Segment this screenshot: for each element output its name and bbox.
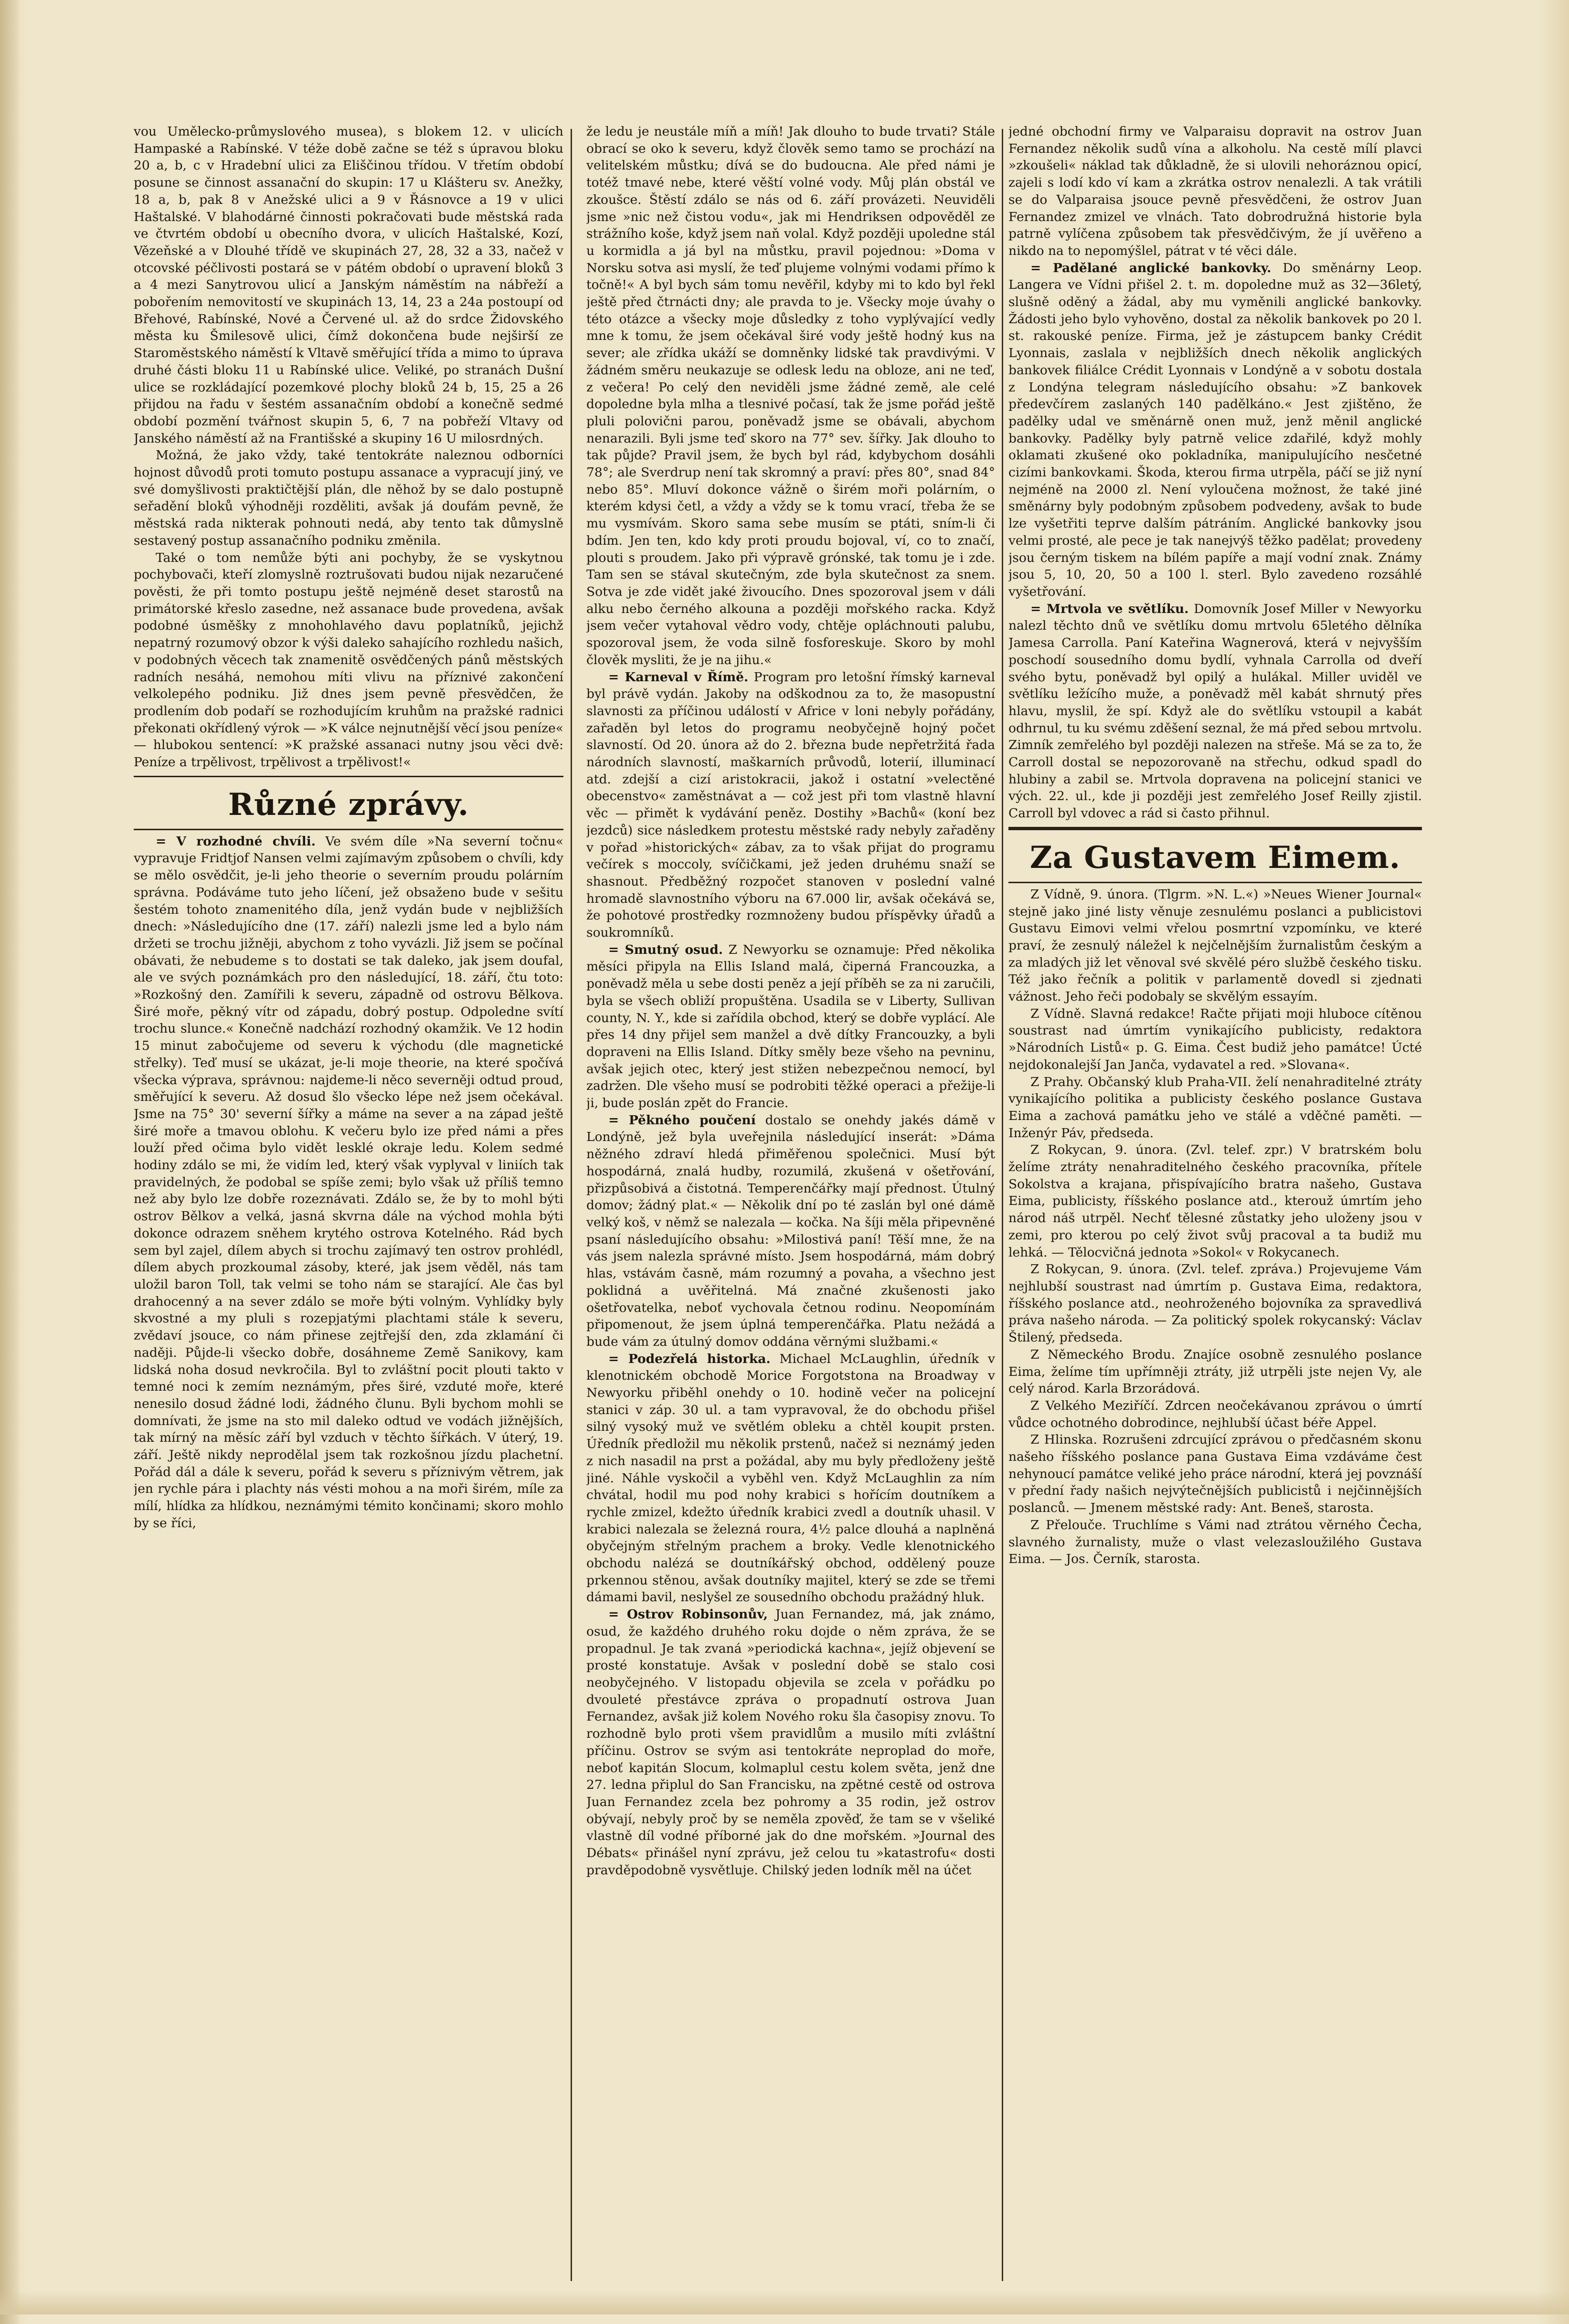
news-heading: = Ostrov Robinsonův,	[608, 1607, 768, 1622]
condolence-item: Z Vídně, 9. února. (Tlgrm. »N. L.«) »Neues Wiener Journal« stejně jako jiné listy věnuje zesnulému poslanci a publicistovi Gustavu Eimovi velmi vřelou posmrtní vzpomínku, ve které praví, že zesnulý náležel k nejčelnějším žurnalistům českým a za mladých již let věnoval své skvělé péro službě českého tisku. Též jako řečník a politik v parlamentě dovedl si zjednati vážnost. Jeho řeči podobaly se skvělým essayím.	[1008, 887, 1422, 1004]
condolence-item: Z Přelouče. Truchlíme s Vámi nad ztrátou věrného Čecha, slavného žurnalisty, muže o vlast velezasloužilého Gustava Eima. — Jos. Černík, starosta.	[1008, 1517, 1422, 1567]
condolence-item: Z Vídně. Slavná redakce! Račte přijati moji hluboce cítěnou soustrast nad úmrtím vynikajícího publicisty, redaktora »Národních Listů« p. G. Eima. Čest budiž jeho památce! Úcté nejdokonalejší Jan Janča, vydavatel a red. »Slovana«.	[1008, 1006, 1422, 1072]
news-body: Do směnárny Leop. Langera ve Vídni přišel 2. t. m. dopoledne muž as 32—36letý, slušně oděný a žádal, aby mu vyměnili anglické bankovky. Žádosti jeho bylo vyhověno, dostal za několik bankovek po 20 l. st. rakouské peníze. Firma, jež je zástupcem banky Crédit Lyonnais, zaslala v nejbližších dnech několik anglických bankovek filiálce Crédit Lyonnais v Londýně a v sobotu dostala z Londýna telegram následujícího obsahu: »Z bankovek předevčírem zaslaných 140 padělkáno.« Jest zjištěno, že padělky udal ve směnárně onen muž, jenž měnil anglické bankovky. Padělky byly patrně velice zdařilé, když mohly oklamati zkušené oko pokladníka, manipulujícího nesčetné cizími bankovkami. Škoda, kterou firma utrpěla, páčí se již nyní nejméně na 2000 zl. Není vyloučena možnost, že také jiné směnárny byly podobným způsobem podvedeny, avšak to bude lze vyšetřiti teprve dalším pátráním. Anglické bankovky jsou velmi prosté, ale pece je tak nanejvýš těžko padělat; provedeny jsou černým tiskem na bílém papíře a mají vodní znak. Známy jsou 5, 10, 20, 50 a 100 l. sterl. Bylo zavedeno rozsáhlé vyšetřování.	[1008, 260, 1422, 599]
news-body: Ve svém díle »Na severní točnu« vypravuje Fridtjof Nansen velmi zajímavým způsobem o chvíli, kdy se mělo osvědčit, je-li jeho theorie o severním proudu polárním správna. Podáváme tuto jeho líčení, jež obsaženo bude v sešitu šestém tohoto znamenitého díla, jenž vydán bude v nejbližších dnech: »Následujícího dne (17. září) nalezli jsme led a bylo nám držeti se trochu jižněji, abychom z toho vyvázli. Již jsem se počínal obávati, že nebudeme s to dostati se tak daleko, jak jsem doufal, ale ve svých poznámkách pro den následující, 18. září, čtu toto: »Rozkošný den. Zamířili k severu, západně od ostrovu Bělkova. Širé moře, pěkný vítr od západu, dobrý postup. Odpoledne svítí trochu slunce.« Konečně nadchází rozhodný okamžik. Ve 12 hodin 15 minut zabočujeme od severu k východu (dle magnetické střelky). Teď musí se ukázat, je-li moje theorie, na které spočívá všecka výprava, správnou: najdeme-li něco severněji odtud proud, směřující k severu. Až dosud šlo všecko lépe než jsem očekával. Jsme na 75° 30' severní šířky a máme na sever a na západ ještě širé moře a tmavou oblohu. K večeru bylo ize před námi a přes louží před očima bylo vidět lesklé okraje ledu. Kolem sedmé hodiny zdálo se mi, že vidím led, který však vyplyval v liniích tak pravidelných, že podobal se spíše zemi; bylo však už příliš temno než aby bylo lze dobře rozeznávati. Zdálo se, že by to mohl býti ostrov Bělkov a velká, jasná skvrna dále na východ mohla býti dokonce odrazem sněhem krytého ostrova Kotelného. Rád bych sem byl zajel, dílem abych si trochu zajímavý ten ostrov prohlédl, dílem abych prozkoumal zásoby, které, jak jsem věděl, nás tam uložil baron Toll, tak velmi se toho nám se starající. Ale čas byl drahocenný a na sever zdálo se moře býti volným. Vyhlídky byly skvostné a my pluli s rozepjatými plachtami stále k severu, zvědaví jsouce, co nám přinese zejtřejší den, zda zklamání či naději. Půjde-li všecko dobře, dosáhneme Země Sanikovy, kam lidská noha dosud nevkročila. Byl to zvláštní pocit plouti takto v temné noci k zemím neznámým, přes širé, vzduté moře, které nenesilo dosud žádné lodi, žádného člunu. Byli bychom mohli se domnívati, že jsme na sto mil daleko odtud ve vodách jižnějších, tak mírný na měsíc září byl vzduch v těchto šířkách. V úterý, 19. září. Ještě nikdy neprodělal jsem tak rozkošnou jízdu plachetní. Pořád dál a dále k severu, pořád k severu s příznivým větrem, jak jen rychle pára i plachty nás vésti mohou a na moři širém, míle za mílí, hlídka za hlídkou, neznámými témito končinami; skoro mohlo by se říci,	[134, 834, 563, 1531]
news-body: dostalo se onehdy jakés dámě v Londýně, jež byla uveřejnila následující inserát: »Dáma něžného zdraví hledá přiměřenou společnici. Musí být hospodárná, znalá hudby, rozumilá, zkušená v ošetřování, přizpůsobivá a čistotná. Temperenčářky mají přednost. Útulný domov; žádný plat.« — Několik dní po té zaslán byl oné dámě velký koš, v němž se nalezala — kočka. Na šíji měla připevněné psaní následujícího obsahu: »Milostivá paní! Těší mne, že na vás jsem nalezla správné místo. Jsem hospodárná, mám dobrý hlas, vstávám časně, mám rozumný a povaha, a všechno jest poklidná a uvěřitelná. Má značné zkušenosti jako ošetřovatelka, neboť vychovala četnou rodinu. Neopomínám připomenout, že jsem úplná temperenčářka. Platu nežádá a bude vám za útulný domov oddána věrnými službami.«	[586, 1112, 995, 1349]
news-body-continued: jedné obchodní firmy ve Valparaisu dopravit na ostrov Juan Fernandez několik sudů vína a alkoholu. Na cestě mílí plavci »zkoušeli« náklad tak důkladně, že si ulovili nehoráznou opicí, zajeli s lodí kdo ví kam a zkrátka ostrov nenalezli. A tak vrátili se do Valparaisa jsouce pevně přesvědčeni, že ostrov Juan Fernandez zmizel ve vlnách. Tato dobrodružná historie byla patrně vylíčena způsobem tak přesvědčivým, že jí uvěřeno a nikdo na to nepomýšlel, pátrat v té věci dále.	[1008, 124, 1422, 258]
section-title-za-gustavem-eimem: Za Gustavem Eimem.	[1029, 839, 1401, 876]
condolence-item: Z Prahy. Občanský klub Praha-VII. želí nenahraditelné ztráty vynikajícího politika a publicisty českého poslance Gustava Eima a zachová památku jeho ve stálé a vděčné paměti. — Inženýr Páv, předseda.	[1008, 1074, 1422, 1141]
news-body: Z Newyorku se oznamuje: Před několika měsíci připyla na Ellis Island malá, čiperná Francouzka, a poněvadž měla u sebe dosti peněz a její příběh se za ni zaručili, byla se všech obliží propuštěna. Usadila se v Liberty, Sullivan county, N. Y., kde si zařídila obchod, který se dobře vyplácí. Ale přes 14 dny přijel sem manžel a dvě dítky Francouzky, a byli dopraveni na Ellis Island. Dítky směly beze všeho na pevninu, avšak jejich otec, který jest stižen nebezpečnou nemocí, byl zadržen. Dle všeho musí se podrobiti těžké operaci a přežije-li ji, bude poslán zpět do Francie.	[586, 942, 995, 1111]
column-3	[1008, 123, 1422, 2291]
news-body-continued: že ledu je neustále míň a míň! Jak dlouho to bude trvati? Stále obrací se oko k severu, když člověk semo tamo se prochází na velitelském můstku; dívá se do budoucna. Ale před námi je totéž tmavé nebe, které věští volné vody. Můj plán obstál ve zkoušce. Štěstí zdálo se nás od 6. září provázeti. Neuviděli jsme »nic než čistou vodu«, jak mi Hendriksen odpověděl ze strážního koše, když jsem naň volal. Když později upoledne stál u kormidla a já byl na můstku, pravil pojednou: »Doma v Norsku sotva asi myslí, že teď plujeme volnými vodami přímo k točně!« A byl bych sám tomu nevěřil, kdyby mi to kdo byl řekl ještě před čtrnácti dny; ale pravda to je. Všecky moje úvahy o této otázce a všecky moje důsledky z toho vyplývající vedly mne k tomu, že jsem očekával širé vody ještě hodný kus na sever; ale zřídka ukáží se domněnky lidské tak pravdivými. V žádném směru neukazuje se odlesk ledu na obloze, ani ne teď, z večera! Po celý den neviděli jsme žádné země, ale celé dopoledne byla mlha a tlesnivé počasí, tak že jsme pořád ještě pluli polovični parou, poněvadž jsme se obávali, abychom nenarazili. Byli jsme teď skoro na 77° sev. šířky. Jak dlouho to tak půjde? Pravil jsem, že bych byl rád, kdybychom dosáhli 78°; ale Sverdrup není tak skromný a praví: přes 80°, snad 84° nebo 85°. Mluví dokonce vážně o širém moři polárním, o kterém kdysi četl, a vždy a vždy se k tomu vrací, třeba že se mu vysmívám. Skoro sama sebe musím se ptáti, sním-li či bdím. Jen ten, kdo kdy proti proudu bojoval, ví, co to značí, plouti s proudem. Jako při výpravě grónské, tak tomu je i zde. Tam sen se stával skutečným, zde byla skutečnost za snem. Sotva je zde vidět jaké živoucího. Dnes spozoroval jsem v dáli alku nebo černého alkouna a později mořského racka. Když jsem večer vytahoval vědro vody, chtěje opláchnouti palubu, spozoroval jsem, že voda silně fosforeskuje. Skoro by mohl člověk mysliti, že je na jihu.«	[586, 124, 995, 667]
news-heading: = Mrtvola ve světlíku.	[1030, 601, 1189, 616]
assanace-paragraph-2: Možná, že jako vždy, také tentokráte naleznou odborníci hojnost důvodů proti tomuto postupu assanace a vypracují jiný, ve své domyšlivosti praktičtější plán, dle něhož by se dalo postupně seřadění bloků výhodněji rozděliti, avšak já doufám pevně, že městská rada nikterak pohnouti nedá, aby tento tak důmyslně sestavený postup assanačního podniku změnila.	[134, 448, 563, 548]
news-heading: = Podezřelá historka.	[608, 1351, 771, 1366]
condolence-item: Z Rokycan, 9. února. (Zvl. telef. zpráva.) Projevujeme Vám nejhlubší soustrast nad úmrtím p. Gustava Eima, redaktora, říšského poslance atd., neohroženého bojovníka za spravedlivá práva našeho národa. — Za politický spolek rokycanský: Václav Štilený, předseda.	[1008, 1262, 1422, 1345]
column-1	[134, 123, 563, 2291]
news-heading: = V rozhodné chvíli.	[156, 834, 316, 849]
news-body: Juan Fernandez, má, jak známo, osud, že každého druhého roku dojde o něm zpráva, že se propadnul. Je tak zvaná »periodická kachna«, jejíž objevení se prosté konstatuje. Avšak v poslední době se stalo cosi neobyčejného. V listopadu objevila se zcela v pořádku po dvouleté přestávce zpráva o propadnutí ostrova Juan Fernandez, avšak již kolem Nového roku šla časopisy znovu. To rozhodně bylo proti všem pravidlům a musilo míti zvláštní příčinu. Ostrov se svým asi tentokráte neproplad do moře, neboť kapitán Slocum, kolmaplul cestu kolem světa, jenž dne 27. ledna připlul do San Francisku, na zpětné cestě od ostrova Juan Fernandez zcela bez pohromy a 35 rodin, jež ostrov obývají, nebyly proč by se neměla zpověď, že tam se v všeliké vlastně díl vodné příborné jak do dne mořském. »Journal des Débats« přinášel nyní zprávu, jež celou tu »katastrofu« dosti pravděpodobně vysvětluje. Chilský jeden lodník měl na účet	[586, 1607, 995, 1878]
news-heading: = Padělané anglické bankovky.	[1030, 260, 1272, 275]
page-bottom-edge	[0, 2291, 1569, 2314]
assanace-paragraph-1: vou Umělecko-průmyslového musea), s blokem 12. v ulicích Hampaské a Rabínské. V téže době začne se též s úpravou bloku 20 a, b, c v Hradební ulici za Eliščinou třídou. V třetím období posune se činnost assanační do skupin: 17 u Klášteru sv. Anežky, 18 a, b, pak 8 v Anežské ulici a 9 v Řásnovce a 19 v ulici Haštalské. V blahodárné činnosti pokračovati bude městská rada ve čtvrtém období u obecního dvora, v ulicích Haštalské, Kozí, Vězeňské a v Dlouhé třídě ve skupinách 27, 28, 32 a 33, načež v otcovské péčlivosti postará se v pátém období o upravení bloků 3 a 4 mezi Sanytrovou ulicí a Janským náměstím na nábřeží a pobořením nemovitostí ve skupinách 13, 14, 23 a 24a postoupí od Břehové, Rabínské, Nové a Červené ul. až do srdce Židovského města ku Šmilesově ulici, čímž dokončena bude nejširší ze Staroměstského náměstí k Vltavě směřující třída a mimo to úprava druhé části bloku 11 u Rabínské ulice. Veliké, po stranách Dušní ulice se rozkládající pozemkové plochy bloků 24 b, 15, 25 a 26 přijdou na řadu v šestém assanačním období a konečně sedmé období pozmění tvářnost skupin 5, 6, 7 na pobřeží Vltavy od Janského náměstí až na Františské a skupiny 16 U milosrdných.	[134, 124, 563, 446]
assanace-paragraph-3: Také o tom nemůže býti ani pochyby, že se vyskytnou pochybovači, kteří zlomyslně roztrušovati budou nijak nezaručené pověsti, že při tomto postupu ještě nejméně deset starostů na primátorské křeslo zasedne, než assanace bude provedena, avšak podobné úsměšky z mnohohlavého davu poplatníků, jejichž nepatrný rozumový obzor k výši daleko sahajícího rozhledu našich, v podobných věcech tak znamenitě osvědčených pánů městských radních nesáhá, nemohou míti vlivu na příznivé zakončení velkolepého podniku. Již dnes jsem pevně přesvědčen, že prodlením dob podaří se rozhodujícím kruhům na pražské radnici překonati okřídlený výrok — »K válce nejnutnější věcí jsou peníze« — hlubokou sentencí: »K pražské assanaci nutny jsou věci dvě: Peníze a trpělivost, trpělivost a trpělivost!«	[134, 550, 563, 770]
section-divider	[134, 776, 563, 777]
column-2	[586, 123, 995, 2291]
column-rule-1	[571, 129, 572, 2281]
condolence-item: Z Německého Brodu. Znajíce osobně zesnulého poslance Eima, želíme tím upřímněji ztráty, již utrpěli jste nejen Vy, ale celý národ. Karla Brzorádová.	[1008, 1347, 1422, 1396]
news-heading: = Pěkného poučení	[608, 1112, 756, 1128]
condolence-item: Z Velkého Meziříčí. Zdrcen neočekávanou zprávou o úmrtí vůdce ochotného dobrodince, nejhlubší účast béře Appel.	[1008, 1398, 1422, 1430]
condolence-item: Z Rokycan, 9. února. (Zvl. telef. zpr.) V bratrském bolu želíme ztráty nenahraditelného českého pracovníka, přítele Sokolstva a krajana, přispívajícího bratra našeho, Gustava Eima, publicisty, říšského poslance atd., kterouž úmrtím jeho národ náš utrpěl. Nechť tělesné zůstatky jeho uloženy jsou v zemi, pro kterou po celý život svůj pracoval a ta budiž mu lehká. — Tělocvičná jednota »Sokol« v Rokycanech.	[1008, 1142, 1422, 1260]
section-title-ruzne-zpravy: Různé zprávy.	[228, 786, 469, 823]
section-divider	[134, 829, 563, 830]
news-heading: = Smutný osud.	[608, 942, 723, 957]
column-rule-2	[1002, 129, 1003, 2281]
news-body: Michael McLaughlin, úředník v klenotnickém obchodě Morice Forgotstona na Broadway v Newyorku přiběhl onehdy o 10. hodině večer na policejní stanici v záp. 30 ul. a tam vypravoval, že do obchodu přišel silný vysoký muž ve světlém obleku a chtěl koupit prsten. Úředník předložil mu několik prstenů, načež si neznámý jeden z nich nasadil na prst a požádal, aby mu byly předloženy ještě jiné. Náhle vyskočil a vyběhl ven. Když McLaughlin za ním chvátal, hodil mu pod nohy krabici s hořícím doutníkem a rychle zmizel, kdežto úředník krabici zvedl a doutník uhasil. V krabici nalezala se železná roura, 4½ palce dlouhá a naplněná obyčejným střelným prachem a broky. Vedle klenotnického obchodu nalézá se doutníkářský obchod, oddělený pouze prkennou stěnou, avšak doutníky majitel, který se zde se třemi dámami bavil, neslyšel ze sousedního obchodu pražádný hluk.	[586, 1351, 995, 1605]
page-fold-shadow	[0, 0, 19, 2324]
news-heading: = Karneval v Římě.	[608, 669, 749, 685]
news-body: Domovník Josef Miller v Newyorku nalezl těchto dnů ve světlíku domu mrtvolu 65letého dělníka Jamesa Carrolla. Paní Kateřina Wagnerová, která v nejvyšším poschodí sousedního domu bydlí, vyhnala Carrolla od dveří svého bytu, poněvadž byl opilý a hulákal. Miller uviděl ve světlíku ležícího muže, a poněvadž měl kabát shrnutý přes hlavu, myslil, že spí. Když ale do světlíku vstoupil a kabát odhrnul, tu ku svému zděšení seznal, že má před sebou mrtvolu. Zimník zemřelého byl později nalezen na střeše. Má se za to, že Carroll dostal se nepozorovaně na střechu, odkud spadl do hlubiny a zabil se. Mrtvola dopravena na policejní stanici ve vých. 22. ul., kde ji později jest zemřelého Josef Reilly zjistil. Carroll byl vdovec a rád si často přihnul.	[1008, 601, 1422, 821]
section-divider	[1008, 827, 1422, 830]
condolence-item: Z Hlinska. Rozrušeni zdrcující zprávou o předčasném skonu našeho říšského poslance pana Gustava Eima vzdáváme čest nehynoucí památce veliké jeho práce národní, která jej povznáší v přední řady našich nejvýtečnějších publicistů i nejčinnějších poslanců. — Jmenem městské rady: Ant. Beneš, starosta.	[1008, 1432, 1422, 1516]
news-body: Program pro letošní římský karneval byl právě vydán. Jakoby na odškodnou za to, že masopustní slavnosti za příčinou událostí v Africe v loni nebyly pořádány, zařaděn byl letos do programu neobyčejně hojný počet slavností. Od 20. února až do 2. března bude nepřetržitá řada národních slavností, maškarních průvodů, loterií, illuminací atd. zdejší a cizí aristokracii, jakož i ostatní »velectěné obecenstvo« zaměstnávat a — což jest při tom vlastně hlavní věc — přimět k vydávání peněz. Dostihy »Bachů« (koní bez jezdců) sice následkem protestu městské rady nebyly zařaděny v pořad »historických« zábav, za to však přijat do programu večírek s moccoly, svíčičkami, jež jeden druhému snaží se shasnout. Předběžný rozpočet stanoven v poslední valné hromadě slavnostního výboru na 67.000 lir, avšak očekává se, že pohotové prostředky rozmnoženy budou příspěvky úřadů a soukromníků.	[586, 669, 995, 940]
section-divider	[1008, 882, 1422, 883]
